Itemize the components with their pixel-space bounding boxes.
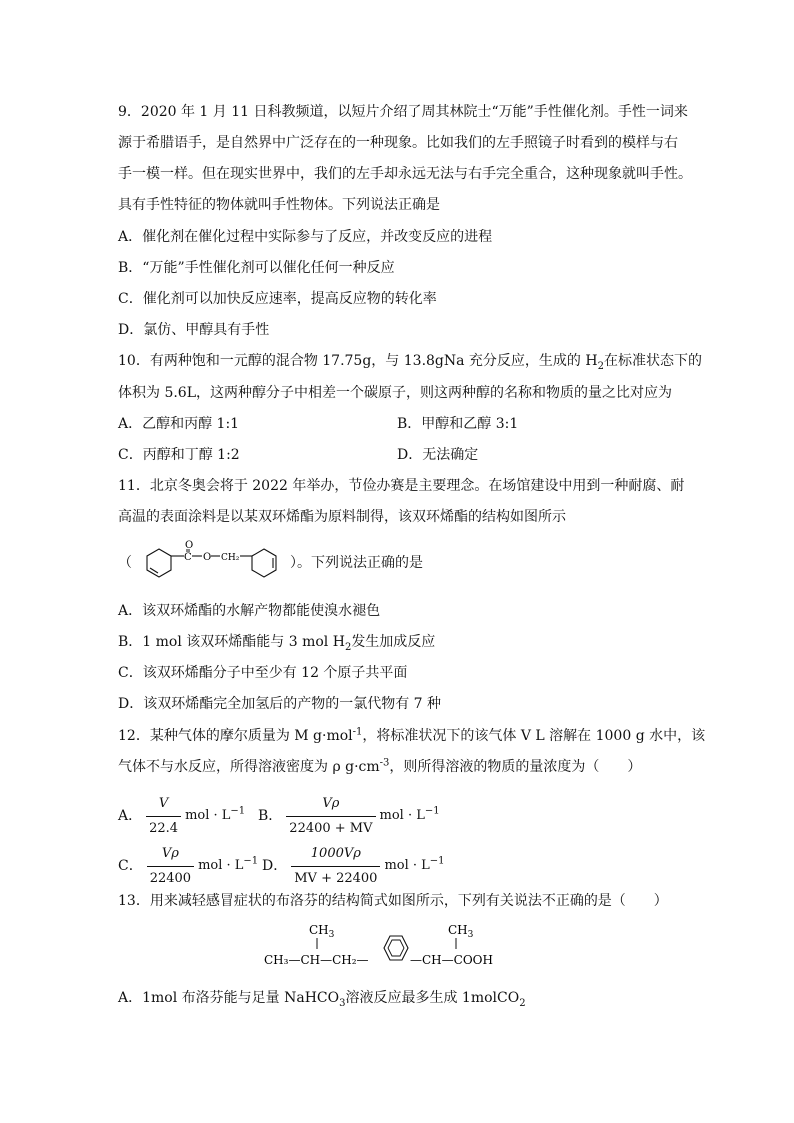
right-ring [252, 549, 276, 577]
q11-option-d: D．该双环烯酯完全加氢后的产物的一氯代物有 7 种 [118, 696, 442, 712]
methylene-group: CH₂ [221, 553, 240, 563]
q10-option-b: B．甲醇和乙醇 3:1 [397, 416, 519, 432]
q11-stem-line-1: 11．北京冬奥会将于 2022 年举办，节俭办赛是主要理念。在场馆建设中用到一种耐腐、耐 [118, 478, 685, 494]
q11-option-b: B．1 mol 该双环烯酯能与 3 mol $H_2$发生加成反应 [118, 634, 436, 653]
q11-ester-structure [134, 535, 294, 591]
q9-option-d: D．氯仿、甲醇具有手性 [118, 322, 270, 338]
methyl-top-right: $CH_3$ [448, 923, 474, 940]
q12-option-b: B． $\frac{V\rho}{22400 + MV}$ mol · $L^{-1}$ [258, 794, 440, 838]
q9-option-b: B．“万能”手性催化剂可以催化任何一种反应 [118, 260, 395, 276]
q11-option-a: A．该双环烯酯的水解产物都能使溴水褪色 [118, 603, 381, 619]
q12-option-c: C． $\frac{V\rho}{22400}$ mol · $L^{-1}$ [118, 844, 258, 888]
isobutyl-chain: CH₃—CH—CH₂— [264, 953, 369, 967]
left-ring [147, 549, 171, 577]
q11-paren-open: （ [118, 555, 132, 571]
fraction: $\frac{1000V\rho}{MV + 22400}$ [291, 844, 380, 889]
q11-paren-close: ）。下列说法正确的是 [290, 555, 423, 571]
fraction: $\frac{V\rho}{22400 + MV}$ [286, 794, 375, 839]
q12-stem-line-2: 气体不与水反应，所得溶液密度为 ρ $g\cdot cm^{-3}$，则所得溶液的物质的量浓度为（ ） [118, 757, 642, 775]
methyl-top-left: $CH_3$ [309, 923, 335, 940]
q11-stem-line-2: 高温的表面涂料是以某双环烯酯为原料制得，该双环烯酯的结构如图所示 [118, 509, 566, 525]
q13-stem: 13．用来减轻感冒症状的布洛芬的结构简式如图所示，下列有关说法不正确的是（ ） [118, 893, 668, 909]
q10-stem-line-1: 10．有两种饱和一元醇的混合物 17.75g，与 13.8gNa 充分反应，生成的 $H_2$在标准状态下的 [118, 353, 702, 372]
q12-stem-line-1: 12．某种气体的摩尔质量为 M g·mol$^{-1}$，将标准状况下的该气体 V L 溶解在 1000 g 水中，该 [118, 726, 706, 744]
carbonyl-carbon: C [184, 552, 192, 563]
q10-option-d: D．无法确定 [397, 447, 479, 463]
q11-option-c: C．该双环烯酯分子中至少有 12 个原子共平面 [118, 665, 408, 681]
q12-option-a: A． $\frac{V}{22.4}$ mol · $L^{-1}$ [118, 794, 245, 838]
propionic-acid-group: —CH—COOH [410, 953, 493, 967]
q10-option-a: A．乙醇和丙醇 1:1 [118, 416, 240, 432]
fraction: $\frac{V\rho}{22400}$ [147, 844, 194, 889]
q9-option-a: A．催化剂在催化过程中实际参与了反应，并改变反应的进程 [118, 229, 493, 245]
benzene-inner-ring [388, 940, 404, 956]
q9-stem-line-2: 源于希腊语手，是自然界中广泛存在的一种现象。比如我们的左手照镜子时看到的模样与右 [118, 135, 678, 151]
q13-ibuprofen-structure [262, 918, 542, 974]
q10-option-c: C．丙醇和丁醇 1:2 [118, 447, 240, 463]
q9-stem-line-1: 9．2020 年 1 月 11 日科教频道，以短片介绍了周其林院士“万能”手性催化剂。手性一词来 [118, 104, 688, 120]
ester-oxygen: O [203, 552, 212, 563]
q9-option-c: C．催化剂可以加快反应速率，提高反应物的转化率 [118, 291, 437, 307]
q9-stem-line-3: 手一模一样。但在现实世界中，我们的左手却永远无法与右手完全重合，这种现象就叫手性。 [118, 166, 692, 182]
carbonyl-oxygen: O [185, 540, 194, 551]
q12-option-d: D． $\frac{1000V\rho}{MV + 22400}$ mol · $L^{-1}$ [262, 844, 445, 888]
q10-stem-line-2: 体积为 5.6L，这两种醇分子中相差一个碳原子，则这两种醇的名称和物质的量之比对应为 [118, 385, 673, 401]
q9-stem-line-4: 具有手性特征的物体就叫手性物体。下列说法正确是 [118, 197, 440, 213]
q13-option-a: A．1mol 布洛芬能与足量 NaHCO$_3$溶液反应最多生成 1molCO$_2$ [118, 990, 526, 1009]
fraction: $\frac{V}{22.4}$ [146, 794, 181, 839]
